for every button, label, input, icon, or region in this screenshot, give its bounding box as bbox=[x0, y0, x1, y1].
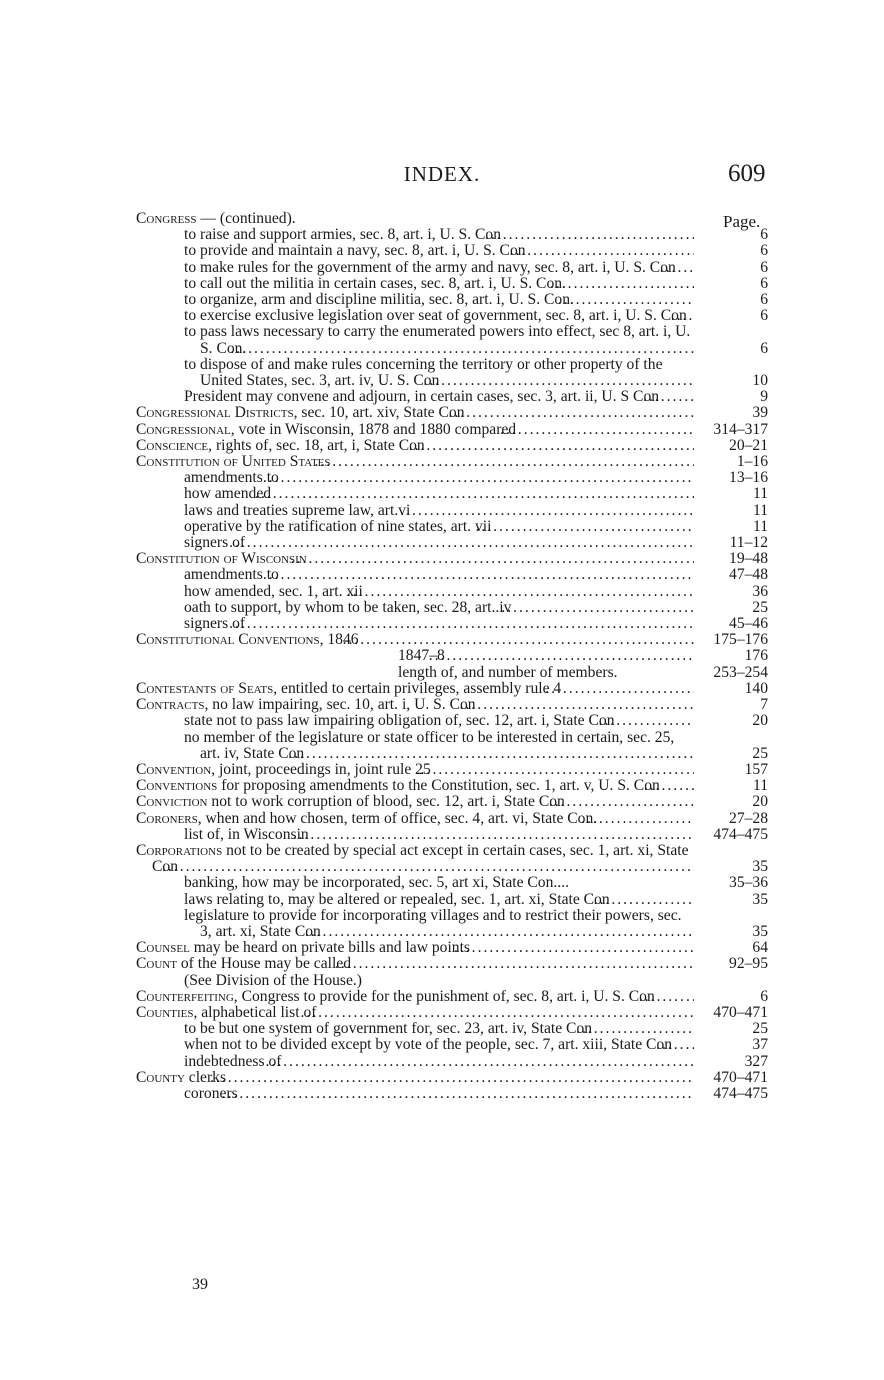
index-entry bbox=[136, 1070, 768, 1086]
index-page-ref: 20 bbox=[752, 793, 768, 811]
index-entry-description: (See Division of the House.) bbox=[184, 972, 362, 989]
index-entry bbox=[136, 794, 768, 810]
index-entry bbox=[136, 778, 768, 794]
index-page-ref: 6 bbox=[760, 242, 768, 260]
index-entry-text bbox=[184, 730, 694, 762]
index-entry-text bbox=[136, 454, 694, 470]
index-entry-text bbox=[184, 470, 694, 486]
index-page-ref: 11 bbox=[752, 501, 768, 519]
index-entry bbox=[184, 519, 768, 535]
index-entry-description: for proposing amendments to the Constitution, sec. 1, art. v, U. S. Con bbox=[217, 778, 660, 795]
index-entry bbox=[136, 405, 768, 421]
index-entry-text bbox=[184, 503, 694, 519]
index-heading-word: Constitution of Wisconsin bbox=[136, 551, 307, 568]
index-heading-word: Contestants of Seats bbox=[136, 680, 274, 697]
index-page-ref: 20–21 bbox=[729, 436, 768, 454]
index-entry bbox=[136, 940, 768, 956]
index-entry-description: , rights of, sec. 18, art, i, State Con bbox=[208, 437, 425, 454]
index-entry bbox=[136, 956, 768, 972]
index-entry-text bbox=[136, 843, 694, 875]
index-page-ref: 45–46 bbox=[729, 615, 768, 633]
index-heading-word: Conviction bbox=[136, 794, 208, 811]
index-page-ref: 11 bbox=[752, 777, 768, 795]
index-page-ref: 13–16 bbox=[729, 469, 768, 487]
index-entry bbox=[184, 1054, 768, 1070]
index-entry bbox=[136, 211, 768, 227]
index-entry-description: President may convene and adjourn, in certain cases, sec. 3, art. ii, U. S Con bbox=[184, 389, 660, 406]
index-page-ref: 11 bbox=[752, 517, 768, 535]
index-entry-description: to raise and support armies, sec. 8, art. i, U. S. Con bbox=[184, 227, 502, 244]
index-heading-word: Constitution of United States bbox=[136, 454, 331, 471]
index-page-ref: 35 bbox=[752, 890, 768, 908]
index-page-ref: 35 bbox=[752, 858, 768, 876]
index-entry bbox=[136, 551, 768, 567]
index-heading-word: Contracts bbox=[136, 697, 205, 714]
index-entry-description: amendments to bbox=[184, 567, 279, 584]
index-page-ref: 6 bbox=[760, 274, 768, 292]
index-entry-description: laws relating to, may be altered or repealed, sec. 1, art. xi, State Con bbox=[184, 891, 610, 908]
index-entry-text bbox=[136, 632, 694, 648]
index-page-ref: 11 bbox=[752, 485, 768, 503]
index-entry-description: banking, how may be incorporated, sec. 5, art xi, State Con.... bbox=[184, 875, 569, 892]
index-page-ref: 314–317 bbox=[713, 420, 768, 438]
index-entry-description: to organize, arm and discipline militia, sec. 8, art. i, U. S. Con. bbox=[184, 292, 574, 309]
index-entry-text bbox=[184, 357, 694, 389]
index-entry-description: , alphabetical list of bbox=[193, 1004, 317, 1021]
index-entry bbox=[184, 470, 768, 486]
index-entry-text bbox=[184, 567, 694, 583]
index-page-ref: 253–254 bbox=[713, 663, 768, 681]
page-column-heading: Page. bbox=[723, 212, 761, 231]
index-entry-text bbox=[184, 243, 694, 259]
index-entry-text bbox=[184, 260, 694, 276]
index-entry bbox=[184, 973, 768, 989]
index-entry-description: to make rules for the government of the army and navy, sec. 8, art. i, U. S. Con bbox=[184, 259, 676, 276]
index-entry-description: of the House may be called bbox=[176, 956, 352, 973]
index-entry-description: operative by the ratification of nine states, art. vii bbox=[184, 518, 492, 535]
index-entry-text bbox=[184, 1086, 694, 1102]
index-page-ref: 6 bbox=[760, 291, 768, 309]
index-entry bbox=[184, 535, 768, 551]
index-page-ref: 140 bbox=[744, 679, 768, 697]
index-entry-text bbox=[136, 794, 694, 810]
index-entry bbox=[136, 422, 768, 438]
index-entry bbox=[136, 438, 768, 454]
index-entry-text bbox=[184, 908, 694, 940]
index-heading-word: Counterfeiting bbox=[136, 988, 234, 1005]
index-page-ref: 474–475 bbox=[713, 825, 768, 843]
index-entry bbox=[184, 243, 768, 259]
index-heading-word: Congress bbox=[136, 211, 197, 227]
index-heading-word: Constitutional Conventions bbox=[136, 632, 320, 649]
index-entry-description: not to be created by special act except in certain cases, sec. 1, art. xi, State Con bbox=[152, 842, 689, 876]
index-entry-text bbox=[184, 519, 694, 535]
index-entry-text bbox=[136, 681, 694, 697]
index-entry bbox=[184, 713, 768, 729]
index-entry-text bbox=[184, 973, 694, 989]
index-entry bbox=[184, 875, 768, 891]
index-page-ref: 47–48 bbox=[729, 566, 768, 584]
index-entry-description: signers of bbox=[184, 616, 246, 633]
index-heading-word: Congressional bbox=[136, 421, 231, 438]
index-entry-description: — (continued). bbox=[196, 211, 296, 227]
index-entry-description: , when and how chosen, term of office, sec. 4, art. vi, State Con. bbox=[197, 810, 598, 827]
index-entry-text bbox=[184, 616, 694, 632]
index-entry bbox=[184, 308, 768, 324]
index-entry-description: to dispose of and make rules concerning the territory or other property of the United States, sec. 3, art. iv, U. S. Con bbox=[184, 356, 663, 390]
index-entry bbox=[184, 324, 768, 356]
index-entry bbox=[184, 892, 768, 908]
index-heading-word: Convention bbox=[136, 761, 212, 778]
index-page-ref: 92–95 bbox=[729, 955, 768, 973]
index-entry-text bbox=[184, 276, 694, 292]
index-entry-text bbox=[136, 811, 694, 827]
index-entry bbox=[184, 1086, 768, 1102]
index-entry bbox=[136, 989, 768, 1005]
index-page-ref: 470–471 bbox=[713, 1068, 768, 1086]
index-entry-description: amendments to bbox=[184, 470, 279, 487]
index-page-ref: 7 bbox=[760, 696, 768, 714]
index-page-ref: 6 bbox=[760, 307, 768, 325]
index-entry-text bbox=[184, 535, 694, 551]
index-page-ref: 176 bbox=[744, 647, 768, 665]
page-number: 609 bbox=[728, 160, 766, 187]
index-entry-text bbox=[136, 438, 694, 454]
index-entry-description: to exercise exclusive legislation over seat of government, sec. 8, art. i, U. S. Con bbox=[184, 308, 687, 325]
index-heading-word: Counties bbox=[136, 1004, 194, 1021]
index-entry-text bbox=[398, 648, 694, 664]
index-entry-description: to call out the militia in certain cases, sec. 8, art. i, U. S. Con. bbox=[184, 275, 566, 292]
index-entry-text bbox=[136, 211, 694, 227]
index-page-ref: 1–16 bbox=[736, 453, 768, 471]
index-entry bbox=[398, 665, 768, 681]
index-entry bbox=[184, 908, 768, 940]
index-page-ref: 25 bbox=[752, 1020, 768, 1038]
index-entry bbox=[136, 762, 768, 778]
index-entry-text bbox=[136, 551, 694, 567]
index-entry bbox=[136, 632, 768, 648]
index-entry bbox=[136, 697, 768, 713]
index-entry-description: to pass laws necessary to carry the enumerated powers into effect, sec 8, art. i, U. S. Con. bbox=[184, 324, 691, 357]
index-entry-text bbox=[136, 1070, 694, 1086]
index-page-ref: 6 bbox=[760, 258, 768, 276]
index-entry-description: list of, in Wisconsin bbox=[184, 826, 309, 843]
index-page-ref: 25 bbox=[752, 598, 768, 616]
index-entry bbox=[184, 827, 768, 843]
index-entry-text bbox=[184, 389, 694, 405]
index-entry bbox=[184, 616, 768, 632]
index-entry-text bbox=[184, 1037, 694, 1053]
index-page-ref: 175–176 bbox=[713, 631, 768, 649]
index-entry-description: when not to be divided except by vote of the people, sec. 7, art. xiii, State Con bbox=[184, 1037, 673, 1054]
index-entry-text bbox=[184, 584, 694, 600]
index-entry-text bbox=[184, 1054, 694, 1070]
index-entry-description: to be but one system of government for, sec. 23, art. iv, State Con bbox=[184, 1021, 593, 1038]
index-entry-text bbox=[184, 1021, 694, 1037]
index-entry-text bbox=[136, 1005, 694, 1021]
index-page-ref: 20 bbox=[752, 712, 768, 730]
index-heading-word: Conscience bbox=[136, 437, 209, 454]
index-page-ref: 19–48 bbox=[729, 550, 768, 568]
index-entry-description: indebtedness of bbox=[184, 1053, 282, 1070]
index-entry bbox=[184, 567, 768, 583]
index-entry bbox=[136, 681, 768, 697]
index-entry-text bbox=[184, 875, 694, 891]
index-entry-text bbox=[184, 227, 694, 243]
index-entry bbox=[184, 486, 768, 502]
index-entry-text bbox=[184, 600, 694, 616]
index-entry-description: no member of the legislature or state officer to be interested in certain, sec. 25, art. iv, State Con bbox=[184, 729, 675, 762]
index-page-ref: 36 bbox=[752, 582, 768, 600]
index-entry-description: laws and treaties supreme law, art vi bbox=[184, 502, 411, 519]
index-entry-description: , no law impairing, sec. 10, art. i, U. S. Con bbox=[204, 697, 476, 714]
index-entry-text bbox=[184, 827, 694, 843]
index-entry bbox=[398, 648, 768, 664]
index-entry-text bbox=[136, 940, 694, 956]
index-entry-description: , entitled to certain privileges, assembly rule 4 bbox=[273, 680, 562, 697]
index-entry bbox=[184, 600, 768, 616]
index-page-ref: 11–12 bbox=[729, 534, 768, 552]
index-entry bbox=[184, 292, 768, 308]
index-page-ref: 35 bbox=[752, 922, 768, 940]
index-entry-text bbox=[136, 989, 694, 1005]
index-entry bbox=[184, 584, 768, 600]
index-entry-description: oath to support, by whom to be taken, sec. 28, art. iv bbox=[184, 599, 512, 616]
index-entry-text bbox=[136, 778, 694, 794]
index-entry bbox=[184, 357, 768, 389]
index-entry-description: length of, and number of members. bbox=[398, 664, 618, 681]
index-entry-text bbox=[136, 405, 694, 421]
index-entry-text bbox=[184, 486, 694, 502]
index-entry bbox=[136, 454, 768, 470]
index-entry bbox=[184, 276, 768, 292]
index-entry-description: how amended bbox=[184, 486, 272, 503]
index-entry-description: , vote in Wisconsin, 1878 and 1880 compared bbox=[230, 421, 517, 438]
index-entry bbox=[136, 1005, 768, 1021]
index-entry-description: , sec. 10, art. xiv, State Con bbox=[293, 405, 465, 422]
index-heading-word: Corporations bbox=[136, 842, 223, 859]
index-entry-description: , 1846 bbox=[319, 632, 359, 649]
index-entry-text bbox=[184, 324, 694, 356]
index-page-ref: 157 bbox=[744, 760, 768, 778]
index-entry-description: , joint, proceedings in, joint rule 25 bbox=[211, 761, 431, 778]
index-entry bbox=[184, 1037, 768, 1053]
index-page-ref: 64 bbox=[752, 939, 768, 957]
index-heading-word: Coroners bbox=[136, 810, 198, 827]
index-entry-text bbox=[184, 892, 694, 908]
index-page-ref: 39 bbox=[752, 404, 768, 422]
index-heading-word: County bbox=[136, 1069, 185, 1086]
index-entry-description: not to work corruption of blood, sec. 12, art. i, State Con bbox=[207, 794, 565, 811]
index-heading-word: Conventions bbox=[136, 778, 218, 795]
index-entry bbox=[184, 389, 768, 405]
index-entry bbox=[136, 811, 768, 827]
running-title: INDEX. bbox=[403, 162, 481, 186]
index-entry-text bbox=[184, 292, 694, 308]
index-entry-description: signers of bbox=[184, 535, 246, 552]
index-entry-description: , Congress to provide for the punishment of, sec. 8, art. i, U. S. Con bbox=[233, 988, 655, 1005]
index-page-ref: 10 bbox=[752, 372, 768, 390]
index-entry bbox=[136, 843, 768, 875]
index-entry-text bbox=[398, 665, 694, 681]
index-entry-description: may be heard on private bills and law points bbox=[189, 940, 470, 957]
index-entry bbox=[184, 260, 768, 276]
index-page-ref: 9 bbox=[760, 388, 768, 406]
index-page-ref: 470–471 bbox=[713, 1003, 768, 1021]
index-page-ref: 27–28 bbox=[729, 809, 768, 827]
index-entry bbox=[184, 503, 768, 519]
index-entry-text bbox=[136, 697, 694, 713]
index-page-ref: 37 bbox=[752, 1036, 768, 1054]
index-entry-text bbox=[136, 762, 694, 778]
index-entry-description: to provide and maintain a navy, sec. 8, art. i, U. S. Con bbox=[184, 243, 526, 260]
index-entry-text bbox=[184, 308, 694, 324]
index-page-ref: 474–475 bbox=[713, 1084, 768, 1102]
index-entry bbox=[184, 1021, 768, 1037]
index-page-ref: 6 bbox=[760, 987, 768, 1005]
index-entry-description: state not to pass law impairing obligation of, sec. 12, art. i, State Con bbox=[184, 713, 615, 730]
index-entry-text bbox=[136, 422, 694, 438]
index-heading-word: Count bbox=[136, 956, 177, 973]
index-entry-text bbox=[136, 956, 694, 972]
index-entries bbox=[128, 211, 768, 1102]
index-page-ref: 6 bbox=[760, 339, 768, 357]
index-entry-description: clerks bbox=[184, 1069, 227, 1086]
index-entry-description: coroners bbox=[184, 1085, 238, 1102]
index-page-ref: 25 bbox=[752, 744, 768, 762]
index-page-ref: 35–36 bbox=[729, 874, 768, 892]
index-entry-text bbox=[184, 713, 694, 729]
index-heading-word: Congressional Districts bbox=[136, 405, 294, 422]
index-entry-description: 1847–8 bbox=[398, 648, 445, 665]
signature-mark: 39 bbox=[192, 1276, 208, 1293]
index-page-ref: 327 bbox=[744, 1052, 768, 1070]
index-entry bbox=[184, 227, 768, 243]
index-entry-description: how amended, sec. 1, art. xii bbox=[184, 583, 363, 600]
index-entry-description: legislature to provide for incorporating villages and to restrict their powers, sec. 3, art. xi, State Con bbox=[184, 907, 682, 940]
index-entry bbox=[184, 730, 768, 762]
index-heading-word: Counsel bbox=[136, 940, 190, 957]
index-page-ref: 6 bbox=[760, 226, 768, 244]
